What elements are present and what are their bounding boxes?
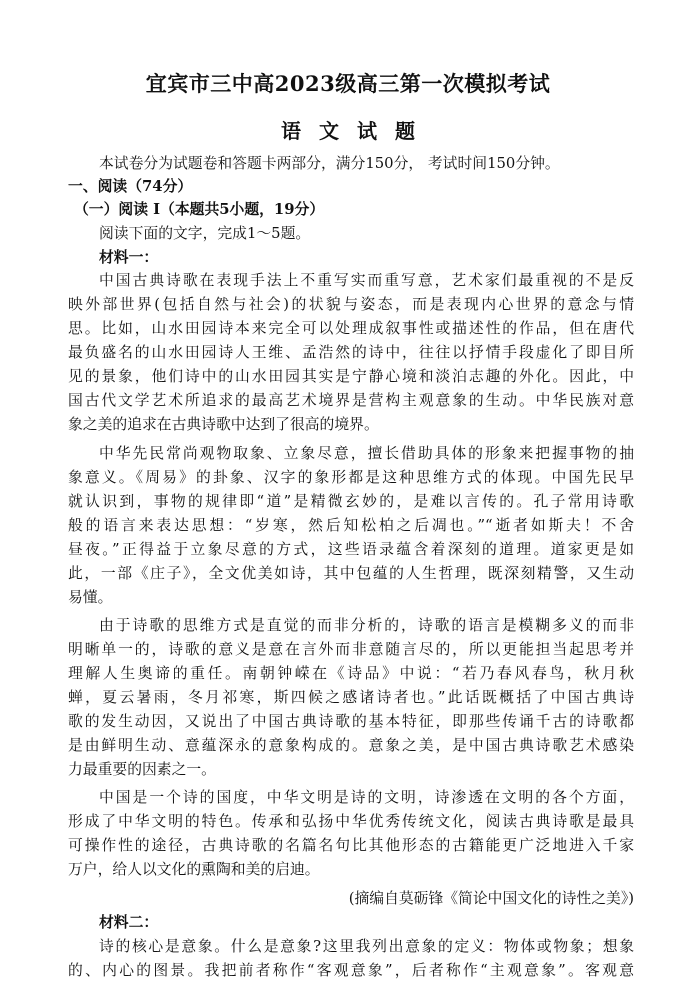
material-one-source: (摘编自莫砺锋《简论中国文化的诗性之美》) (348, 890, 634, 907)
exam-title: 宜宾市三中高2023级高三第一次模拟考试 (145, 71, 551, 96)
material-one-line: 般的语言来表达思想：“岁寒，然后知松柏之后凋也。”“逝者如斯夫！不舍 (68, 517, 634, 534)
material-one-line: 可操作性的途径，古典诗歌的名篇名句比其他形态的古籍能更广泛地进入千家 (68, 837, 634, 854)
material-one-line: 中国古典诗歌在表现手法上不重写实而重写意，艺术家们最重视的不是反 (99, 272, 634, 289)
material-two-label: 材料二： (99, 914, 159, 931)
material-one-line: 思。比如，山水田园诗本来完全可以处理成叙事性或描述性的作品，但在唐代 (68, 320, 634, 337)
section-heading-reading: 一、阅读（74分） (68, 178, 193, 195)
material-one-line: 是由鲜明生动、意蕴深永的意象构成的。意象之美，是中国古典诗歌艺术感染 (68, 737, 634, 754)
material-one-line: 此，一部《庄子》，全文优美如诗，其中包蕴的人生哲理，既深刻精警，又生动 (68, 565, 634, 582)
exam-intro: 本试卷分为试题卷和答题卡两部分，满分150分， 考试时间150分钟。 (99, 155, 560, 172)
material-one-line: 明晰单一的，诗歌的意义是意在言外而非意随言尽的，所以更能担当起思考并 (68, 641, 634, 658)
material-one-line: 理解人生奥谛的重任。南朝钟嵘在《诗品》中说：“若乃春风春鸟，秋月秋 (68, 665, 634, 682)
material-one-line: 中国是一个诗的国度，中华文明是诗的文明，诗渗透在文明的各个方面， (99, 789, 634, 806)
material-one-line: 昼夜。”正得益于立象尽意的方式，这些语录蕴含着深刻的道理。道家更是如 (68, 541, 634, 558)
material-one-line: 就认识到，事物的规律即“道”是精微玄妙的，是难以言传的。孔子常用诗歌 (68, 493, 634, 510)
material-one-line: 易懂。 (68, 589, 113, 606)
material-one-line: 见的景象，他们诗中的山水田园其实是宁静心境和淡泊志趣的外化。因此，中 (68, 368, 634, 385)
subsection-heading-reading-1: （一）阅读 I（本题共5小题，19分） (74, 201, 325, 218)
material-two-line: 的、内心的图景。我把前者称作“客观意象”，后者称作“主观意象”。客观意 (68, 962, 634, 979)
material-one-line: 映外部世界(包括自然与社会)的状貌与姿态，而是表现内心世界的意念与情 (68, 296, 634, 313)
material-one-line: 中华先民常尚观物取象、立象尽意，擅长借助具体的形象来把握事物的抽 (99, 445, 634, 462)
material-one-line: 万户，给人以文化的熏陶和美的启迪。 (68, 861, 320, 878)
material-one-line: 象意义。《周易》的卦象、汉字的象形都是这种思维方式的体现。中国先民早 (68, 469, 634, 486)
material-one-line: 形成了中华文明的特色。传承和弘扬中华优秀传统文化，阅读古典诗歌是最具 (68, 813, 634, 830)
material-one-label: 材料一： (99, 249, 159, 266)
material-one-line: 歌的发生动因，又说出了中国古典诗歌的基本特征，即那些传诵千古的诗歌都 (68, 713, 634, 730)
material-one-line: 象之美的追求在古典诗歌中达到了很高的境界。 (68, 416, 379, 433)
material-one-line: 力最重要的因素之一。 (68, 761, 216, 778)
material-one-line: 国古代文学艺术所追求的最高艺术境界是营构主观意象的生动。中华民族对意 (68, 392, 634, 409)
material-one-line: 蝉，夏云暑雨，冬月祁寒，斯四候之感诸诗者也。”此话既概括了中国古典诗 (68, 689, 634, 706)
exam-subtitle: 语文试题 (281, 119, 433, 143)
material-one-line: 由于诗歌的思维方式是直觉的而非分析的，诗歌的语言是模糊多义的而非 (99, 617, 634, 634)
reading-instruction: 阅读下面的文字，完成1～5题。 (99, 225, 311, 242)
material-two-line: 诗的核心是意象。什么是意象?这里我列出意象的定义：物体或物象；想象 (99, 938, 634, 955)
material-one-line: 最负盛名的山水田园诗人王维、孟浩然的诗中，往往以抒情手段虚化了即目所 (68, 344, 634, 361)
